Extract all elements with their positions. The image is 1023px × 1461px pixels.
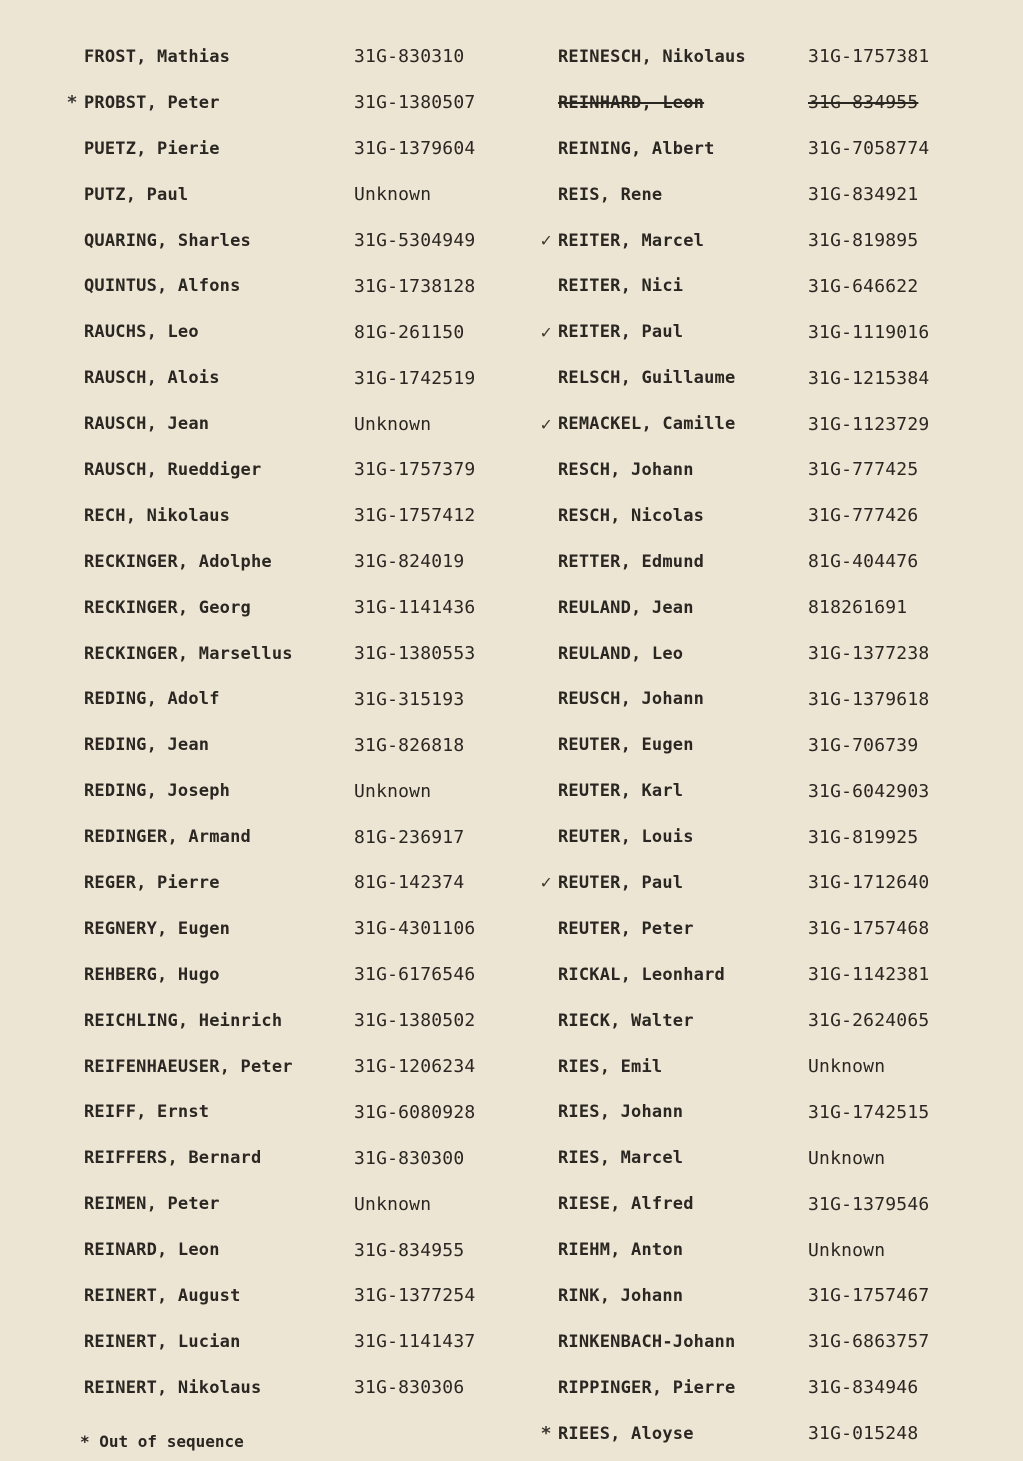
person-name: RIESE, Alfred [558, 1194, 694, 1215]
person-name: RIPPINGER, Pierre [558, 1377, 736, 1398]
serial-number: 818261691 [808, 597, 908, 619]
serial-number: 31G-1206234 [354, 1056, 476, 1078]
serial-number: 31G-6176546 [354, 964, 476, 986]
person-name: REMACKEL, Camille [558, 414, 736, 435]
person-name: REUSCH, Johann [558, 689, 705, 710]
roster-row [534, 1227, 1004, 1273]
serial-number: 31G-826818 [354, 734, 465, 756]
serial-number: 31G-1757381 [808, 46, 930, 68]
roster-row [534, 906, 1004, 952]
person-name: REINERT, Lucian [84, 1331, 241, 1352]
roster-row [60, 998, 510, 1044]
serial-number: Unknown [354, 780, 432, 802]
serial-number: 31G-819895 [808, 230, 919, 251]
roster-row [534, 447, 1004, 493]
roster-row [60, 401, 510, 447]
person-name: REIMEN, Peter [84, 1194, 220, 1215]
person-name: REINHARD, Leon [558, 92, 705, 113]
serial-number: 31G-6863757 [808, 1331, 930, 1353]
serial-number: 31G-834955 [808, 92, 919, 114]
person-name: QUARING, Sharles [84, 230, 251, 251]
person-name: FROST, Mathias [84, 46, 231, 67]
person-name: RIEHM, Anton [558, 1240, 684, 1261]
roster-row [534, 34, 1004, 80]
person-name: REINING, Albert [558, 138, 715, 159]
serial-number: Unknown [808, 1239, 886, 1261]
serial-number: 31G-1380553 [354, 643, 476, 665]
roster-row [60, 1181, 510, 1227]
serial-number: 31G-6080928 [354, 1101, 476, 1123]
roster-row [534, 1319, 1004, 1365]
roster-row [534, 1135, 1004, 1181]
roster-row [534, 355, 1004, 401]
serial-number: 31G-1377238 [808, 643, 930, 665]
serial-number: 31G-834946 [808, 1377, 919, 1399]
serial-number: 31G-1380507 [354, 92, 476, 114]
serial-number: Unknown [808, 1147, 886, 1169]
serial-number: 31G-646622 [808, 275, 919, 297]
row-mark: ✓ [540, 321, 552, 343]
roster-row [60, 722, 510, 768]
roster-row [534, 860, 1004, 906]
serial-number: 31G-1757468 [808, 918, 930, 940]
person-name: REUTER, Eugen [558, 735, 694, 756]
roster-row [534, 263, 1004, 309]
roster-row [60, 676, 510, 722]
person-name: PUETZ, Pierie [84, 138, 220, 159]
roster-row [534, 80, 1004, 126]
serial-number: 81G-261150 [354, 321, 465, 343]
roster-row [534, 172, 1004, 218]
serial-number: 31G-830306 [354, 1377, 465, 1399]
roster-row [534, 218, 1004, 264]
person-name: REULAND, Leo [558, 643, 684, 664]
roster-row [60, 1273, 510, 1319]
row-mark: ✓ [540, 413, 552, 435]
roster-row [534, 998, 1004, 1044]
person-name: REINERT, August [84, 1285, 241, 1306]
roster-row [60, 1044, 510, 1090]
serial-number: 31G-834955 [354, 1239, 465, 1261]
roster-row [60, 1319, 510, 1365]
serial-number: 31G-1142381 [808, 964, 930, 986]
person-name: REIFENHAEUSER, Peter [84, 1056, 293, 1077]
roster-row [60, 447, 510, 493]
row-mark: * [540, 1423, 552, 1445]
serial-number: 31G-015248 [808, 1423, 919, 1445]
roster-row [534, 952, 1004, 998]
person-name: REHBERG, Hugo [84, 964, 220, 985]
roster-row [60, 768, 510, 814]
person-name: RETTER, Edmund [558, 551, 705, 572]
row-mark: ✓ [540, 230, 552, 251]
serial-number: 31G-1377254 [354, 1285, 476, 1307]
person-name: RELSCH, Guillaume [558, 368, 736, 389]
serial-number: 31G-5304949 [354, 230, 476, 251]
person-name: QUINTUS, Alfons [84, 276, 241, 297]
left-column [60, 34, 510, 1411]
serial-number: 31G-1141436 [354, 597, 476, 619]
row-mark: * [66, 92, 78, 114]
roster-row [60, 172, 510, 218]
serial-number: 31G-1757379 [354, 459, 476, 481]
person-name: RECKINGER, Marsellus [84, 643, 293, 664]
person-name: REUTER, Paul [558, 872, 684, 893]
serial-number: 31G-830300 [354, 1147, 465, 1169]
person-name: RECKINGER, Georg [84, 597, 251, 618]
person-name: RIES, Emil [558, 1056, 663, 1077]
roster-row [60, 309, 510, 355]
person-name: RAUCHS, Leo [84, 322, 199, 343]
roster-row [534, 1089, 1004, 1135]
roster-row [60, 1089, 510, 1135]
footnote: * Out of sequence [80, 1432, 244, 1451]
person-name: REDINGER, Armand [84, 827, 251, 848]
serial-number: 81G-142374 [354, 872, 465, 894]
person-name: RINK, Johann [558, 1285, 684, 1306]
serial-number: 31G-777426 [808, 505, 919, 527]
roster-row [60, 1365, 510, 1411]
serial-number: Unknown [354, 184, 432, 206]
serial-number: Unknown [354, 1193, 432, 1215]
roster-row [60, 493, 510, 539]
roster-row [534, 1181, 1004, 1227]
roster-row [534, 1411, 1004, 1457]
person-name: REICHLING, Heinrich [84, 1010, 283, 1031]
roster-row [60, 539, 510, 585]
person-name: REINARD, Leon [84, 1240, 220, 1261]
person-name: RINKENBACH-Johann [558, 1331, 736, 1352]
serial-number: 31G-1379618 [808, 688, 930, 710]
person-name: REITER, Nici [558, 276, 684, 297]
serial-number: 31G-1757467 [808, 1285, 930, 1307]
person-name: RECH, Nikolaus [84, 505, 231, 526]
roster-row [534, 126, 1004, 172]
roster-row [60, 1227, 510, 1273]
serial-number: 31G-1380502 [354, 1010, 476, 1032]
serial-number: 31G-777425 [808, 459, 919, 481]
roster-row [60, 585, 510, 631]
person-name: REGNERY, Eugen [84, 918, 231, 939]
serial-number: 31G-4301106 [354, 918, 476, 940]
roster-row [60, 952, 510, 998]
roster-row [60, 906, 510, 952]
person-name: REUTER, Karl [558, 781, 684, 802]
person-name: RAUSCH, Rueddiger [84, 459, 262, 480]
person-name: RAUSCH, Jean [84, 414, 210, 435]
serial-number: 31G-315193 [354, 688, 465, 710]
person-name: REINERT, Nikolaus [84, 1377, 262, 1398]
person-name: REULAND, Jean [558, 597, 694, 618]
row-mark: ✓ [540, 872, 552, 894]
person-name: RESCH, Johann [558, 459, 694, 480]
person-name: REDING, Jean [84, 735, 210, 756]
roster-row [60, 631, 510, 677]
serial-number: 31G-1738128 [354, 275, 476, 297]
roster-row [60, 860, 510, 906]
roster-row [534, 401, 1004, 447]
roster-row [60, 80, 510, 126]
serial-number: Unknown [808, 1056, 886, 1078]
person-name: REINESCH, Nikolaus [558, 46, 746, 67]
person-name: REUTER, Peter [558, 918, 694, 939]
roster-row [60, 1135, 510, 1181]
roster-row [534, 1365, 1004, 1411]
roster-row [534, 768, 1004, 814]
person-name: REITER, Paul [558, 322, 684, 343]
serial-number: 31G-1119016 [808, 321, 930, 343]
serial-number: 31G-7058774 [808, 138, 930, 160]
person-name: RIES, Marcel [558, 1148, 684, 1169]
person-name: PUTZ, Paul [84, 184, 189, 205]
roster-row [60, 355, 510, 401]
roster-row [60, 34, 510, 80]
roster-row [534, 585, 1004, 631]
serial-number: 31G-1141437 [354, 1331, 476, 1353]
serial-number: 31G-834921 [808, 184, 919, 206]
roster-row [534, 722, 1004, 768]
roster-row [60, 263, 510, 309]
roster-row [534, 814, 1004, 860]
serial-number: 31G-830310 [354, 46, 465, 68]
roster-row [60, 814, 510, 860]
person-name: REDING, Adolf [84, 689, 220, 710]
person-name: RIES, Johann [558, 1102, 684, 1123]
roster-row [534, 1273, 1004, 1319]
person-name: REIFF, Ernst [84, 1102, 210, 1123]
person-name: REUTER, Louis [558, 827, 694, 848]
roster-row [534, 676, 1004, 722]
serial-number: 31G-1123729 [808, 413, 930, 435]
serial-number: 31G-706739 [808, 734, 919, 756]
serial-number: 31G-824019 [354, 551, 465, 573]
person-name: RESCH, Nicolas [558, 505, 705, 526]
roster-row [534, 631, 1004, 677]
person-name: RICKAL, Leonhard [558, 964, 725, 985]
serial-number: 31G-1215384 [808, 367, 930, 389]
person-name: RIEES, Aloyse [558, 1423, 694, 1444]
serial-number: 81G-236917 [354, 826, 465, 848]
person-name: REGER, Pierre [84, 872, 220, 893]
serial-number: 31G-6042903 [808, 780, 930, 802]
roster-row [534, 309, 1004, 355]
roster-row [60, 126, 510, 172]
serial-number: 31G-1379604 [354, 138, 476, 160]
serial-number: 31G-2624065 [808, 1010, 930, 1032]
roster-row [60, 218, 510, 264]
person-name: REITER, Marcel [558, 230, 705, 251]
person-name: REDING, Joseph [84, 781, 231, 802]
roster-row [534, 1044, 1004, 1090]
serial-number: 31G-1742515 [808, 1101, 930, 1123]
roster-row [534, 539, 1004, 585]
serial-number: 31G-1712640 [808, 872, 930, 894]
person-name: REIFFERS, Bernard [84, 1148, 262, 1169]
serial-number: 31G-1379546 [808, 1193, 930, 1215]
serial-number: 81G-404476 [808, 551, 919, 573]
person-name: PROBST, Peter [84, 92, 220, 113]
person-name: RIECK, Walter [558, 1010, 694, 1031]
serial-number: 31G-1757412 [354, 505, 476, 527]
serial-number: 31G-1742519 [354, 367, 476, 389]
serial-number: 31G-819925 [808, 826, 919, 848]
person-name: RAUSCH, Alois [84, 368, 220, 389]
person-name: RECKINGER, Adolphe [84, 551, 272, 572]
person-name: REIS, Rene [558, 184, 663, 205]
roster-row [534, 493, 1004, 539]
right-column [534, 34, 1004, 1457]
serial-number: Unknown [354, 413, 432, 435]
